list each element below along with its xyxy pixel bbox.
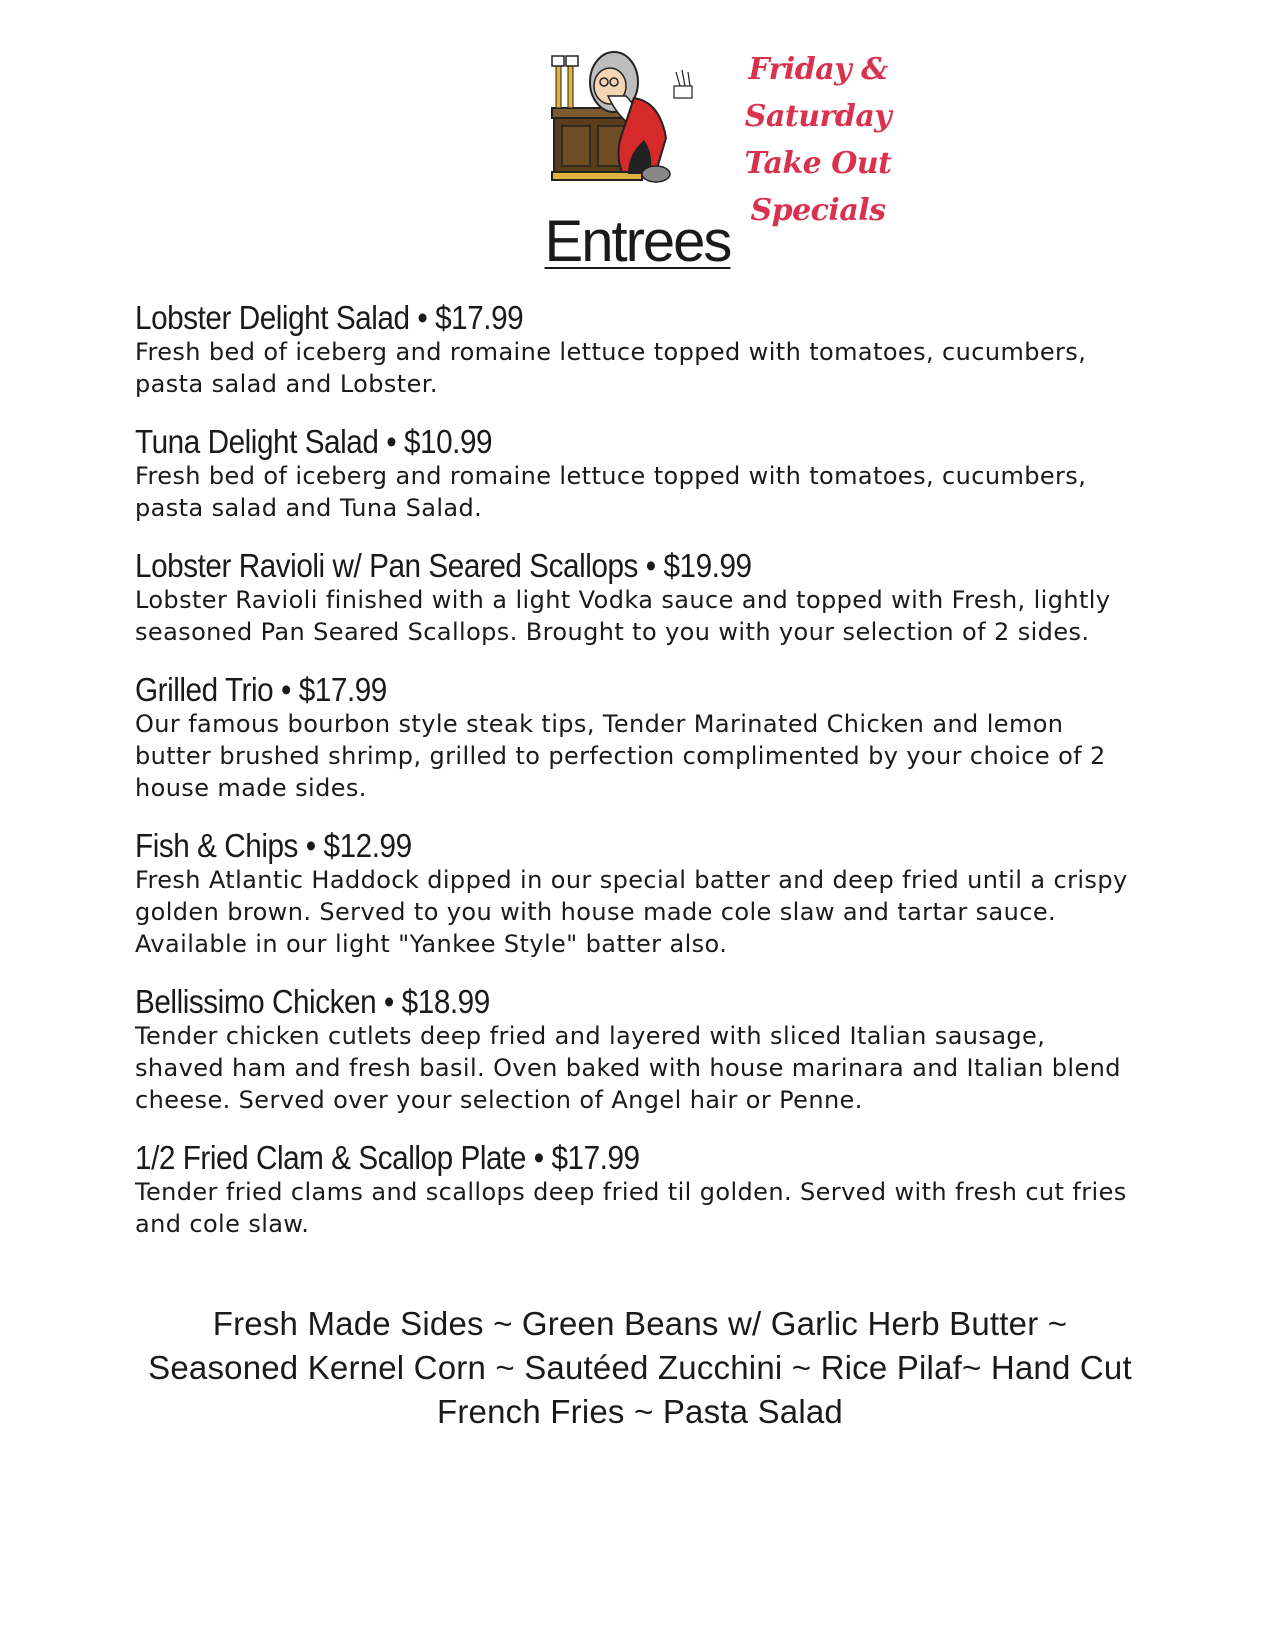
menu-item — [135, 422, 1135, 524]
menu-item — [135, 298, 1135, 400]
menu-item — [135, 546, 1135, 648]
specials-title — [688, 46, 948, 234]
menu-item-description: Tender chicken cutlets deep fried and layered with sliced Italian sausage, shaved ham and fresh basil. Oven baked with house marinara and Italian blend cheese. Served over your selection of Angel hair or Penne. — [135, 1022, 1121, 1114]
menu-item-title: Bellissimo Chicken • $18.99 — [135, 983, 490, 1020]
menu-item-title: Fish & Chips • $12.99 — [135, 827, 412, 864]
menu-item-description: Tender fried clams and scallops deep fried til golden. Served with fresh cut fries and cole slaw. — [135, 1178, 1127, 1238]
specials-title-line-3: Specials — [750, 193, 886, 228]
old-man-at-bar-icon — [548, 42, 698, 192]
menu-item-title: Lobster Delight Salad • $17.99 — [135, 299, 524, 336]
menu-item — [135, 1138, 1135, 1240]
menu-list — [135, 298, 1135, 1262]
menu-item-title: Tuna Delight Salad • $10.99 — [135, 423, 493, 460]
menu-item-description: Fresh Atlantic Haddock dipped in our special batter and deep fried until a crispy golden brown. Served to you with house made cole slaw and tartar sauce. Available in our light "Yankee Style" batter also. — [135, 866, 1128, 958]
menu-item-title: Lobster Ravioli w/ Pan Seared Scallops • $19.99 — [135, 547, 752, 584]
menu-item — [135, 670, 1135, 804]
menu-item-description: Lobster Ravioli finished with a light Vodka sauce and topped with Fresh, lightly seasoned Pan Seared Scallops. Brought to you with your selection of 2 sides. — [135, 586, 1111, 646]
specials-title-line-1: Friday & Saturday — [744, 52, 892, 134]
menu-item-title: Grilled Trio • $17.99 — [135, 671, 387, 708]
menu-item — [135, 826, 1135, 960]
menu-item — [135, 982, 1135, 1116]
section-heading: Entrees — [544, 209, 731, 274]
specials-title-line-2: Take Out — [744, 146, 892, 181]
menu-item-description: Our famous bourbon style steak tips, Tender Marinated Chicken and lemon butter brushed shrimp, grilled to perfection complimented by your choice of 2 house made sides. — [135, 710, 1106, 802]
sides-list: Fresh Made Sides ~ Green Beans w/ Garlic Herb Butter ~ Seasoned Kernel Corn ~ Sautéed Zucchini ~ Rice Pilaf~ Hand Cut French Fries ~ Pasta Salad — [148, 1305, 1132, 1430]
menu-item-description: Fresh bed of iceberg and romaine lettuce topped with tomatoes, cucumbers, pasta salad and Lobster. — [135, 338, 1087, 398]
page-header — [548, 42, 968, 228]
menu-item-description: Fresh bed of iceberg and romaine lettuce topped with tomatoes, cucumbers, pasta salad and Tuna Salad. — [135, 462, 1087, 522]
menu-item-title: 1/2 Fried Clam & Scallop Plate • $17.99 — [135, 1139, 640, 1176]
